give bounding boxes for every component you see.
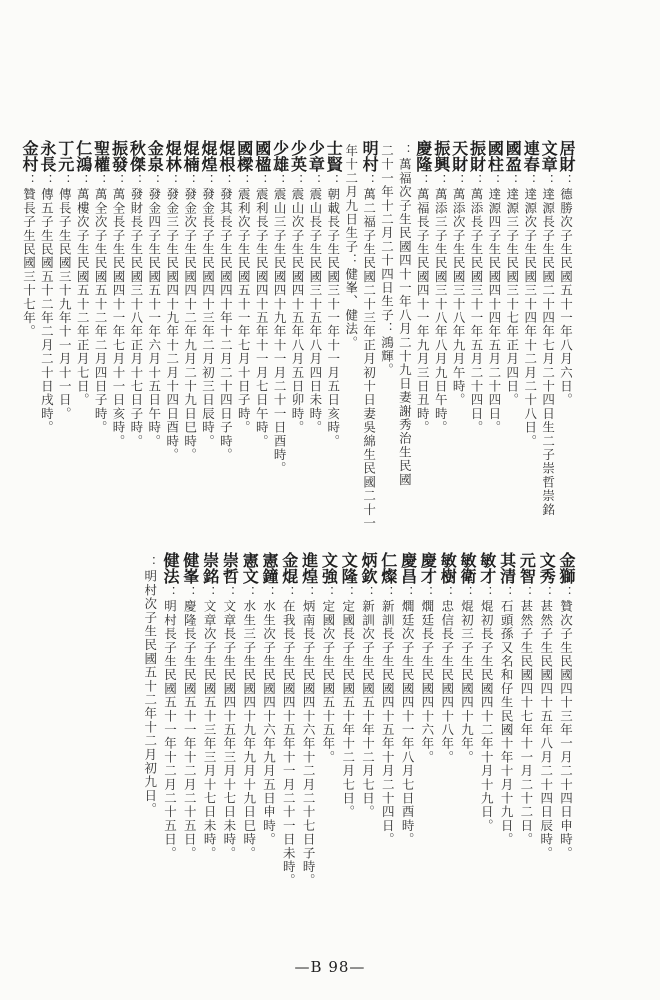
entry-text: ：焜初長子生民國四十二年十月十九日。 xyxy=(479,586,495,833)
entry-name: 元智 xyxy=(517,552,537,584)
entry-text: ：德勝次子生民國五十一年八月六日。 xyxy=(558,174,574,407)
entry-name: 金獅 xyxy=(557,552,576,584)
entry-name: 敏樹 xyxy=(438,552,458,584)
entry-name: 文秀 xyxy=(537,552,557,584)
entry-text: ：萬樓次子生民國五十二年正月七日。 xyxy=(75,174,91,407)
entry-text: ：贊長子生民國三十七年。 xyxy=(21,174,37,339)
entry-name: 明村 xyxy=(360,140,380,172)
entry-text: ：水生次子生民國四十六年九月五日申時。 xyxy=(261,586,277,847)
entry-name: 焜楠 xyxy=(181,140,201,172)
entry-text: ：萬添三子生民國三十八年八月九日午時。 xyxy=(433,174,449,435)
entry-text: ：忠信長子生民國四十八年。 xyxy=(439,586,455,765)
entry-name: 少雄 xyxy=(270,140,290,172)
entry-text: ：震山長子生民國三十五年八月四日未時。 xyxy=(307,174,323,435)
entry-name: 連春 xyxy=(521,140,541,172)
entry-name: 憲鐘 xyxy=(260,552,279,584)
entry-text: ：發金三子生民國四十九年十二月十四日酉時。 xyxy=(164,174,180,462)
entry-name: 敏衛 xyxy=(458,552,477,584)
entry-name: 聖權 xyxy=(91,140,111,172)
entry-text: ：明村次子生民國五十二年十二月初九日。 xyxy=(142,556,158,817)
entry-name: 丁元 xyxy=(55,140,75,172)
entry-text: ：甚然子生民國四十七年十一月二十二日。 xyxy=(518,586,534,847)
entry-text: 年十二月九日生子：健峯、健法。 xyxy=(343,144,359,350)
entry-text: ：甚然子生民國四十五年八月二十四日辰時。 xyxy=(538,586,554,860)
entry-name: 國盈 xyxy=(503,140,523,172)
entry-text: ：慶隆長子生民國五十一年十二月二十五日。 xyxy=(182,586,198,860)
entry-name: 其清 xyxy=(497,552,517,584)
entry-text: ：明村長子生民國五十一年十二月二十五日。 xyxy=(162,586,178,860)
entry-text: ：達源次子生民國三十四年十二月二十八日。 xyxy=(522,174,538,448)
entry-name: 振財 xyxy=(467,140,487,172)
entry-name: 焜根 xyxy=(216,140,236,172)
entry-text: ：震利長子生民國四十五年十一月七日午時。 xyxy=(254,174,270,448)
entry-text: ：文章長子生民國四十五年三月十七日未時。 xyxy=(221,586,237,860)
entry-text: ：焜初三子生民國四十九年。 xyxy=(459,586,475,765)
entry-name: 焜煌 xyxy=(199,140,218,172)
entry-name: 少章 xyxy=(306,140,326,172)
entry-text: ：發金四子生民國五十一年六月十五日午時。 xyxy=(146,174,162,448)
entry-name: 士賢 xyxy=(324,140,344,172)
entry-name: 國柱 xyxy=(485,140,505,172)
entry-text: ：石頭孫又名和仔生民國十年十月十九日。 xyxy=(499,586,515,847)
entry-text: ：震山三子生民國四十九年十一月二十一日酉時。 xyxy=(272,174,288,476)
entry-name: 文章 xyxy=(539,140,559,172)
entry-text: ：萬福長子生民國四十一年九月三日丑時。 xyxy=(415,174,431,435)
entry-name: 金泉 xyxy=(145,140,165,172)
entry-name: 敏才 xyxy=(477,552,497,584)
entry-text: ：達源四子生民國四十四年五月二十四日。 xyxy=(486,174,502,435)
entry-text: ：傳五子生民國五十二年二月二十日戌時。 xyxy=(39,174,55,435)
entry-name: 永長 xyxy=(37,140,57,172)
entry-name: 慶才 xyxy=(418,552,438,584)
entry-text: ：在我長子生民國四十五年十一月二十一日未時。 xyxy=(281,586,297,888)
entry-name: 焜林 xyxy=(163,140,183,172)
entry-text: ：萬福次子生民國四十一年八月二十九日妻謝秀治生民國 xyxy=(397,144,413,487)
entry-text: ：贊次子生民國四十三年一月二十四日申時。 xyxy=(558,586,574,860)
entry-name: 仁鴻 xyxy=(73,140,93,172)
page-number: —B 98— xyxy=(294,958,366,976)
entry-text: ：朝載長子生民國三十一年十一月五日亥時。 xyxy=(325,174,341,448)
entry-text: ：新訓長子生民國四十五年十月二十四日。 xyxy=(380,586,396,847)
entry-name: 少英 xyxy=(288,140,308,172)
entry-name: 慶隆 xyxy=(413,140,433,172)
entry-name: 健法 xyxy=(161,552,180,584)
entry-name: 文隆 xyxy=(339,552,359,584)
entry-name: 崇哲 xyxy=(220,552,240,584)
entry-name: 振發 xyxy=(109,140,129,172)
entry-text: ：水生三子生民國四十九年九月十九日巳時。 xyxy=(241,586,257,860)
entry-text: ：萬添次子生民國三十八年九月午時。 xyxy=(451,174,467,407)
entry-text: ：文章次子生民國五十三年三月十七日未時。 xyxy=(202,586,218,860)
entry-text: ：發其長子生民國四十年十二月二十四日子時。 xyxy=(218,174,234,462)
entry-text: ：萬全次子生民國五十二年二月四日子時。 xyxy=(93,174,109,435)
entry-name: 健峯 xyxy=(180,552,200,584)
entry-text: ：發金長子生民國四十三年二月初三日辰時。 xyxy=(200,174,216,448)
entry-text: ：燗廷長子生民國四十六年。 xyxy=(419,586,435,765)
entry-name: 崇銘 xyxy=(200,552,220,584)
entry-name: 秋傑 xyxy=(127,140,147,172)
entry-text: ：新訓次子生民國五十年十二月七日。 xyxy=(360,586,376,819)
entry-name: 金村 xyxy=(20,140,39,172)
entry-name: 文強 xyxy=(319,552,339,584)
entry-text: ：萬添長子生民國三十一年五月二十四日。 xyxy=(469,174,484,435)
entry-text: ：燗廷次子生民國四十一年八月七日酉時。 xyxy=(400,586,416,847)
entry-text: ：炳南長子生民國四十六年十二月二十七日子時。 xyxy=(301,586,317,888)
entry-text: 二十一年十二月二十四日生子：鴻輝。 xyxy=(379,144,395,377)
entry-text: ：發財長子生民國三十八年正月十七日子時。 xyxy=(128,174,144,448)
entry-name: 炳欽 xyxy=(359,552,378,584)
entry-name: 天財 xyxy=(449,140,469,172)
entry-name: 國楹 xyxy=(252,140,272,172)
entry-name: 憲文 xyxy=(240,552,260,584)
entry-name: 金焜 xyxy=(279,552,299,584)
entry-text: ：定國次子生民國五十五年。 xyxy=(320,586,336,765)
entry-name: 慶昌 xyxy=(398,552,418,584)
entry-name: 仁燦 xyxy=(378,552,398,584)
entry-text: ：萬全長子生民國四十一年七月十一日亥時。 xyxy=(111,174,126,448)
entry-name: 進煌 xyxy=(299,552,319,584)
entry-name: 國樑 xyxy=(234,140,254,172)
entry-text: ：發金次子生民國四十二年九月二十九日巳時。 xyxy=(182,174,198,462)
entry-text: ：震利次子生民國五十一年七月十日子時。 xyxy=(236,174,252,435)
entry-text: ：定國長子生民國五十年十二月七日。 xyxy=(340,586,356,819)
entry-text: ：震山次子生民國四十五年八月五日卯時。 xyxy=(290,174,305,435)
entry-text: ：達源三子生民國三十七年正月四日。 xyxy=(504,174,520,407)
entry-text: ：萬二福子生民國二十三年正月初十日妻吳綿生民國二十一 xyxy=(361,174,377,531)
entry-name: 居財 xyxy=(557,140,576,172)
entry-text: ：達源長子生民國二十四年七月二十四日生二子崇哲崇銘 xyxy=(540,174,556,517)
entry-name: 振興 xyxy=(431,140,451,172)
entry-text: ：傳長子生民國三十九年十一月十一日。 xyxy=(57,174,73,421)
